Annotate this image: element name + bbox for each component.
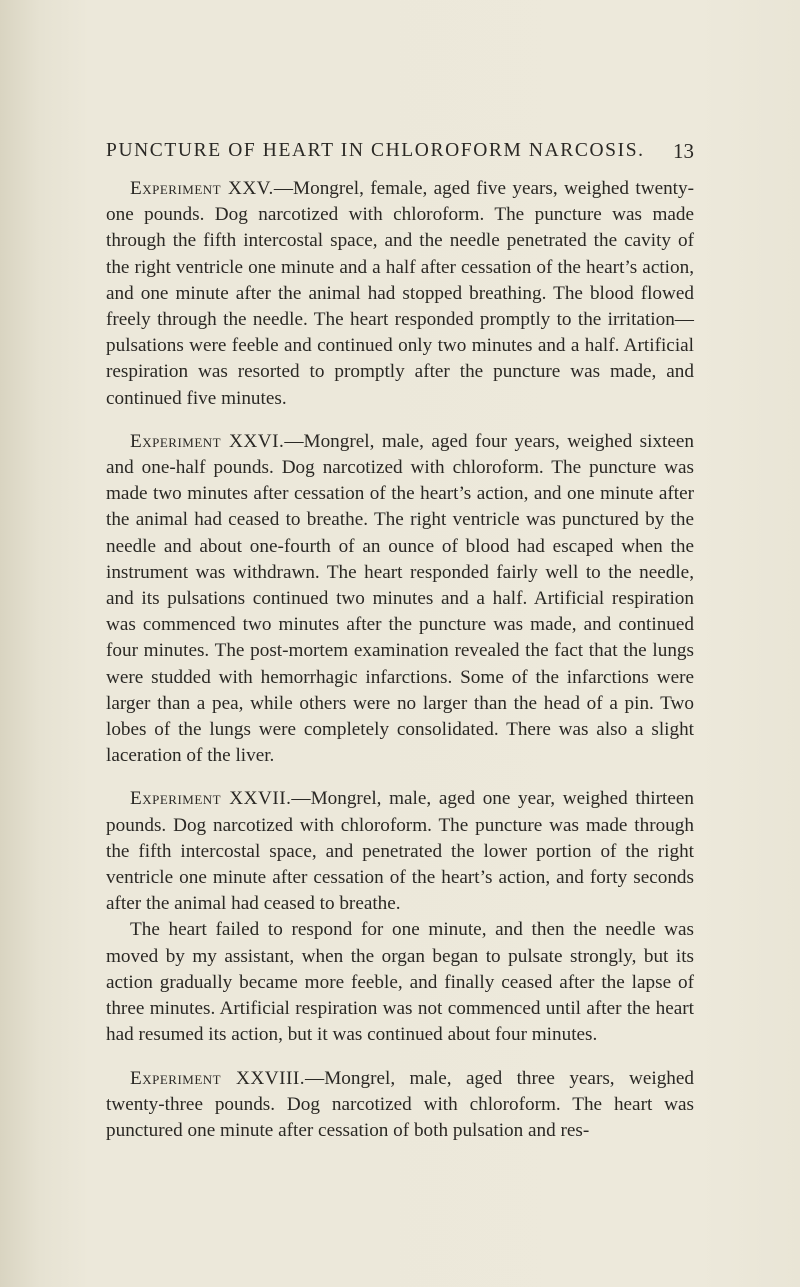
paragraph-experiment-25: [106, 176, 694, 412]
body-text: [106, 176, 694, 1144]
experiment-label: Experiment XXVI.: [130, 430, 285, 452]
paragraph-experiment-26: [106, 429, 694, 770]
experiment-label: Experiment XXV.: [130, 178, 274, 199]
paragraph-experiment-27: [106, 786, 694, 917]
running-title: PUNCTURE OF HEART IN CHLOROFORM NARCOSIS.: [106, 140, 645, 161]
page-header: [106, 136, 694, 166]
paragraph-text: —Mongrel, male, aged three years, weighed twenty-three pounds. Dog narcotized with chloroform. The heart was punctured one minute after cessation of both pulsation and res-: [106, 1067, 694, 1141]
experiment-label: Experiment XXVIII.: [130, 1067, 306, 1089]
experiment-label: Experiment XXVII.: [130, 788, 292, 810]
paragraph-text: —Mongrel, male, aged four years, weighed sixteen and one-half pounds. Dog narcotized with chloroform. The puncture was made two minutes after cessation of the heart’s action, and one minute after the animal had ceased to breathe. The right ventricle was punctured by the needle and about one-fourth of an ounce of blood had escaped when the instrument was withdrawn. The heart responded fairly well to the needle, and its pulsations continued two minutes and a half. Artificial respiration was commenced two minutes after the puncture was made, and continued four minutes. The post-mortem examination revealed the fact that the lungs were studded with hemorrhagic infarctions. Some of the infarctions were larger than a pea, while others were no larger than the head of a pin. Two lobes of the lungs were completely consolidated. There was also a slight laceration of the liver.: [106, 430, 694, 767]
paragraph-text: —Mongrel, female, aged five years, weighed twenty-one pounds. Dog narcotized with chloroform. The puncture was made through the fifth intercostal space, and the needle penetrated the cavity of the right ventricle one minute and a half after cessation of the heart’s action, and one minute after the animal had stopped breathing. The blood flowed freely through the needle. The heart responded promptly to the irritation—pulsations were feeble and continued only two minutes and a half. Artificial respiration was resorted to promptly after the puncture was made, and continued five minutes.: [106, 178, 694, 409]
paragraph-experiment-27-continued: [106, 917, 694, 1048]
paragraph-experiment-28: [106, 1066, 694, 1145]
page-number: 13: [673, 139, 694, 163]
paragraph-text: The heart failed to respond for one minute, and then the needle was moved by my assistant, when the organ began to pulsate strongly, but its action gradually became more feeble, and finally ceased after the lapse of three minutes. Artificial respiration was not commenced until after the heart had resumed its action, but it was continued about four minutes.: [106, 919, 694, 1046]
paragraph-text: —Mongrel, male, aged one year, weighed thirteen pounds. Dog narcotized with chloroform. The puncture was made through the fifth intercostal space, and penetrated the lower portion of the right ventricle one minute after cessation of the heart’s action, and forty seconds after the animal had ceased to breathe.: [106, 788, 694, 915]
